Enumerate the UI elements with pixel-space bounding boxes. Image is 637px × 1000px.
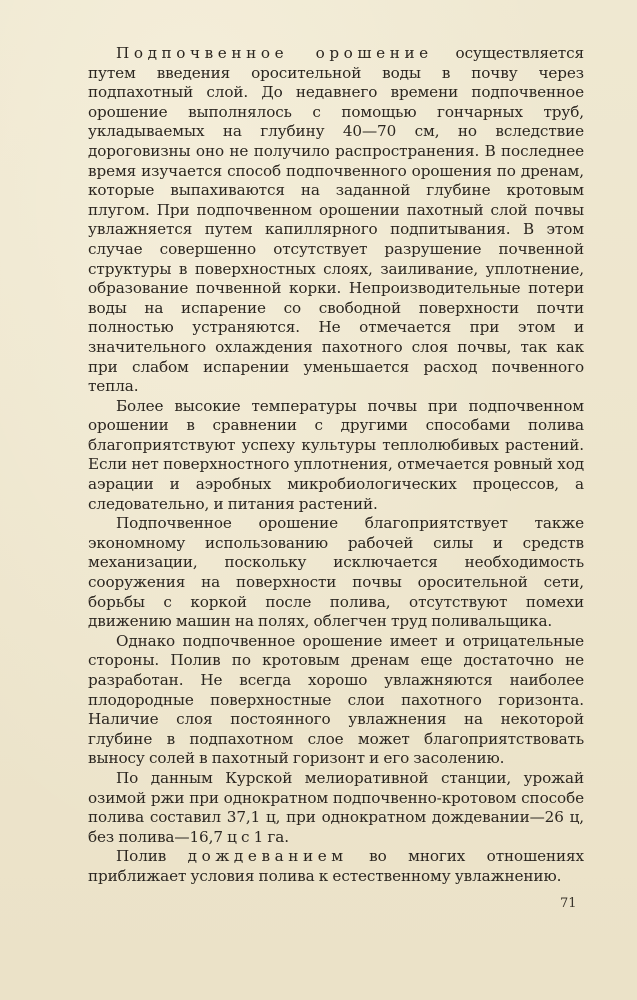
paragraph-1-text: осуществляется путем введения оросительной воды в почву через подпахотный слой. До недавнего времени подпочвенное орошение выполнялось с помощью гончарных труб, укладываемых на глубину 40—70 см, но вследствие дороговизны оно не получило распространения. В последнее время изучается способ подпочвенного орошения по дренам, которые выпахиваются на заданной глубине кротовым плугом. При подпочвенном орошении пахотный слой почвы увлажняется путем капиллярного подпитывания. В этом случае совершенно отсутствует разрушение почвенной структуры в поверхностных слоях, заиливание, уплотнение, образование почвенной корки. Непроизводительные потери воды на испарение со свободной поверхности почти полностью устраняются. Не отмечается при этом и значительного охлаждения пахотного слоя почвы, так как при слабом испарении уменьшается расход почвенного тепла. [88, 44, 584, 396]
page-number: 71 [560, 896, 577, 911]
paragraph-5 [88, 769, 584, 847]
paragraph-1 [88, 44, 584, 397]
paragraph-4 [88, 632, 584, 769]
paragraph-6-text: во многих отношениях приближает условия полива к естественному увлажнению. [88, 847, 584, 885]
paragraph-6-lead: Полив [116, 847, 188, 866]
body-text [88, 44, 584, 887]
spaced-term-sprinkling: дождеванием [187, 847, 348, 866]
paragraph-2 [88, 397, 584, 515]
paragraph-3 [88, 514, 584, 632]
spaced-term-subsoil-irrigation: Подпочвенное орошение [116, 44, 433, 62]
paragraph-2-text: Более высокие температуры почвы при подпочвенном орошении в сравнении с другими способами полива благоприятствуют успеху культуры теплолюбивых растений. Если нет поверхностного уплотнения, отмечается ровный ход аэрации и аэробных микробиологических процессов, а следовательно, и питания растений. [88, 396, 584, 513]
paragraph-3-text: Подпочвенное орошение благоприятствует также экономному использованию рабочей силы и средств механизации, поскольку исключается необходимость сооружения на поверхности почвы оросительной сети, борьбы с коркой после полива, отсутствуют помехи движению машин на полях, облегчен труд поливальщика. [88, 514, 584, 631]
paragraph-6 [88, 847, 584, 886]
paragraph-5-text: По данным Курской мелиоративной станции, урожай озимой ржи при однократном подпочвенно-кротовом способе полива составил 37,1 ц, при однократном дождевании—26 ц, без полива—16,7 ц с 1 га. [88, 768, 584, 846]
paragraph-4-text: Однако подпочвенное орошение имеет и отрицательные стороны. Полив по кротовым дренам еще достаточно не разработан. Не всегда хорошо увлажняются наиболее плодородные поверхностные слои пахотного горизонта. Наличие слоя постоянного увлажнения на некоторой глубине в подпахотном слое может благоприятствовать выносу солей в пахотный горизонт и его засолению. [88, 631, 584, 768]
